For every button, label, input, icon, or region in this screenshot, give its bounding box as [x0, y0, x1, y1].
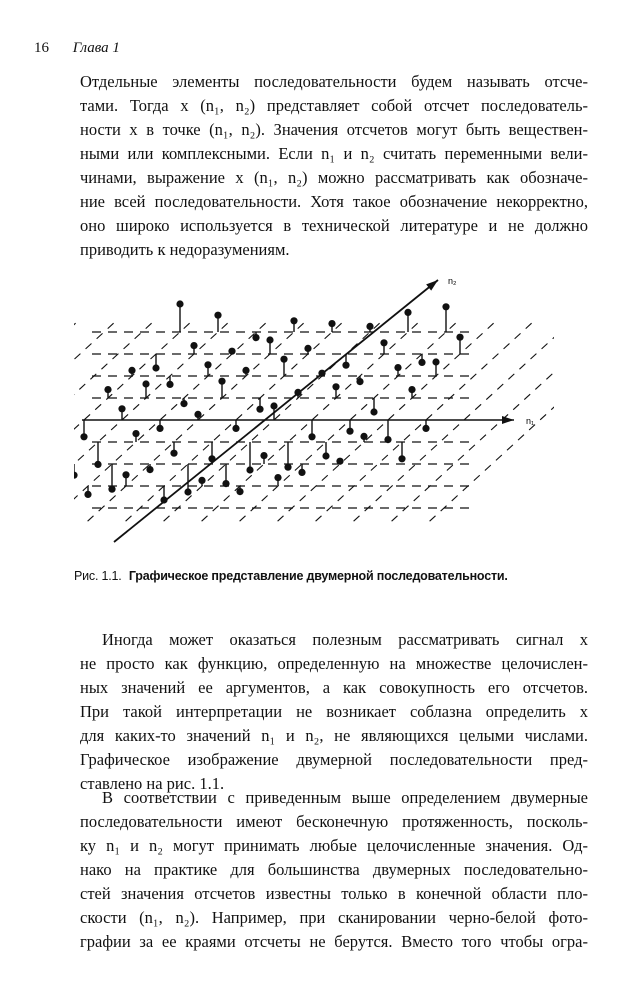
- text-line-content: В соответствии с приведенным выше определением двумерные: [102, 788, 588, 807]
- page-header: [34, 40, 120, 57]
- sample-point: [294, 389, 301, 396]
- sample-point: [318, 370, 325, 377]
- sample-point: [252, 334, 259, 341]
- text-line: ку n₁ и n₂ могут принимать любые целочисленные значения. Од-: [80, 836, 588, 855]
- text-line: чинами, выражение x (n₁, n₂) можно рассматривать как обозначе-: [80, 168, 588, 187]
- text-line: нако на практике для большинства двумерных последовательно-: [80, 860, 588, 879]
- sample-point: [260, 452, 267, 459]
- sample-point: [404, 309, 411, 316]
- sample-point: [108, 486, 115, 493]
- sample-point: [204, 361, 211, 368]
- axis-n1-label: n₁: [526, 416, 535, 426]
- sample-point: [198, 477, 205, 484]
- text-line: ставлено на рис. 1.1.: [80, 774, 225, 793]
- sample-point: [342, 362, 349, 369]
- sample-point: [128, 367, 135, 374]
- sample-point: [298, 469, 305, 476]
- sample-point: [432, 358, 439, 365]
- sample-point: [384, 436, 391, 443]
- sample-point: [208, 455, 215, 462]
- n1-axis-arrow: [502, 416, 514, 424]
- sample-point: [418, 359, 425, 366]
- sample-point: [336, 458, 343, 465]
- chapter-title: Глава 1: [72, 40, 120, 56]
- sample-point: [256, 406, 263, 413]
- sample-point: [370, 408, 377, 415]
- sample-point: [184, 488, 191, 495]
- sample-point: [270, 402, 277, 409]
- sample-point: [176, 300, 183, 307]
- text-line: При такой интерпретации не возникает соблазна определить x: [80, 702, 588, 721]
- sample-point: [366, 323, 373, 330]
- sample-point: [218, 378, 225, 385]
- axis-n2-label: n₂: [448, 276, 457, 286]
- caption-text: Графическое представление двумерной последовательности.: [128, 569, 508, 583]
- caption-label: Рис. 1.1.: [74, 569, 122, 583]
- sample-point: [456, 334, 463, 341]
- sample-point: [332, 383, 339, 390]
- sample-point: [356, 378, 363, 385]
- text-line: для каких-то значений n₁ и n₂, не являющихся целыми числами.: [80, 726, 588, 745]
- sample-point: [118, 405, 125, 412]
- sample-point: [122, 471, 129, 478]
- sample-point: [214, 312, 221, 319]
- text-line: [80, 786, 588, 810]
- figure-axes: [82, 280, 514, 542]
- sample-point: [190, 342, 197, 349]
- sample-point: [328, 320, 335, 327]
- text-line: последовательности имеют бесконечную протяженность, посколь-: [80, 812, 588, 831]
- sample-point: [80, 433, 87, 440]
- text-line: не просто как функцию, определенную на множестве целочислен-: [80, 654, 588, 673]
- figure-samples: [74, 300, 464, 503]
- sample-point: [180, 400, 187, 407]
- paragraph-2: [80, 628, 588, 796]
- sample-point: [242, 367, 249, 374]
- sample-point: [246, 466, 253, 473]
- text-line: скости (n₁, n₂). Например, при сканировании черно-белой фото-: [80, 908, 588, 927]
- sample-point: [274, 474, 281, 481]
- sample-point: [166, 381, 173, 388]
- sample-point: [290, 317, 297, 324]
- sample-point: [346, 428, 353, 435]
- sequence-figure: [74, 270, 554, 560]
- text-line: стей значения отсчетов известны только в конечной области пло-: [80, 884, 588, 903]
- sample-point: [380, 339, 387, 346]
- sample-point: [280, 356, 287, 363]
- sample-point: [442, 303, 449, 310]
- paragraph-3: [80, 786, 588, 954]
- sample-point: [222, 480, 229, 487]
- sample-point: [308, 433, 315, 440]
- paragraph-1: [80, 70, 588, 262]
- sample-point: [160, 496, 167, 503]
- sample-point: [156, 425, 163, 432]
- sample-point: [232, 425, 239, 432]
- text-line-content: Иногда может оказаться полезным рассматривать сигнал x: [102, 630, 588, 649]
- sample-point: [398, 455, 405, 462]
- sample-point: [104, 386, 111, 393]
- sample-point: [142, 380, 149, 387]
- sample-point: [194, 411, 201, 418]
- sample-point: [228, 348, 235, 355]
- text-line: ности x в точке (n₁, n₂). Значения отсчетов могут быть веществен-: [80, 120, 588, 139]
- sample-point: [94, 461, 101, 468]
- sample-point: [146, 466, 153, 473]
- text-line: оно широко используется в технической литературе и не должно: [80, 216, 588, 235]
- sample-point: [266, 336, 273, 343]
- text-line: Отдельные элементы последовательности будем называть отсче-: [80, 72, 588, 91]
- sample-point: [84, 491, 91, 498]
- text-line: ных значений ее аргументов, а как совокупность его отсчетов.: [80, 678, 588, 697]
- text-line: [80, 628, 588, 652]
- text-line: ние всей последовательности. Хотя такое обозначение некорректно,: [80, 192, 588, 211]
- sample-point: [236, 488, 243, 495]
- text-line: ными или комплексными. Если n₁ и n₂ считать переменными вели-: [80, 144, 588, 163]
- sample-point: [304, 345, 311, 352]
- sample-point: [132, 430, 139, 437]
- sample-point: [360, 433, 367, 440]
- text-line: приводить к недоразумениям.: [80, 240, 290, 259]
- text-line: тами. Тогда x (n₁, n₂) представляет собой отсчет последователь-: [80, 96, 588, 115]
- sample-point: [322, 452, 329, 459]
- sample-point: [394, 364, 401, 371]
- text-line: Графическое изображение двумерной последовательности пред-: [80, 750, 588, 769]
- sample-point: [408, 386, 415, 393]
- sample-point: [422, 425, 429, 432]
- page-number: 16: [34, 40, 49, 56]
- grid-diagonal-line: [74, 319, 80, 521]
- sample-point: [284, 464, 291, 471]
- text-line: графии за ее краями отсчеты не берутся. Вместо того чтобы огра-: [80, 932, 588, 951]
- sample-point: [170, 450, 177, 457]
- figure-caption: [74, 569, 574, 583]
- sample-point: [152, 364, 159, 371]
- sample-point: [74, 472, 78, 479]
